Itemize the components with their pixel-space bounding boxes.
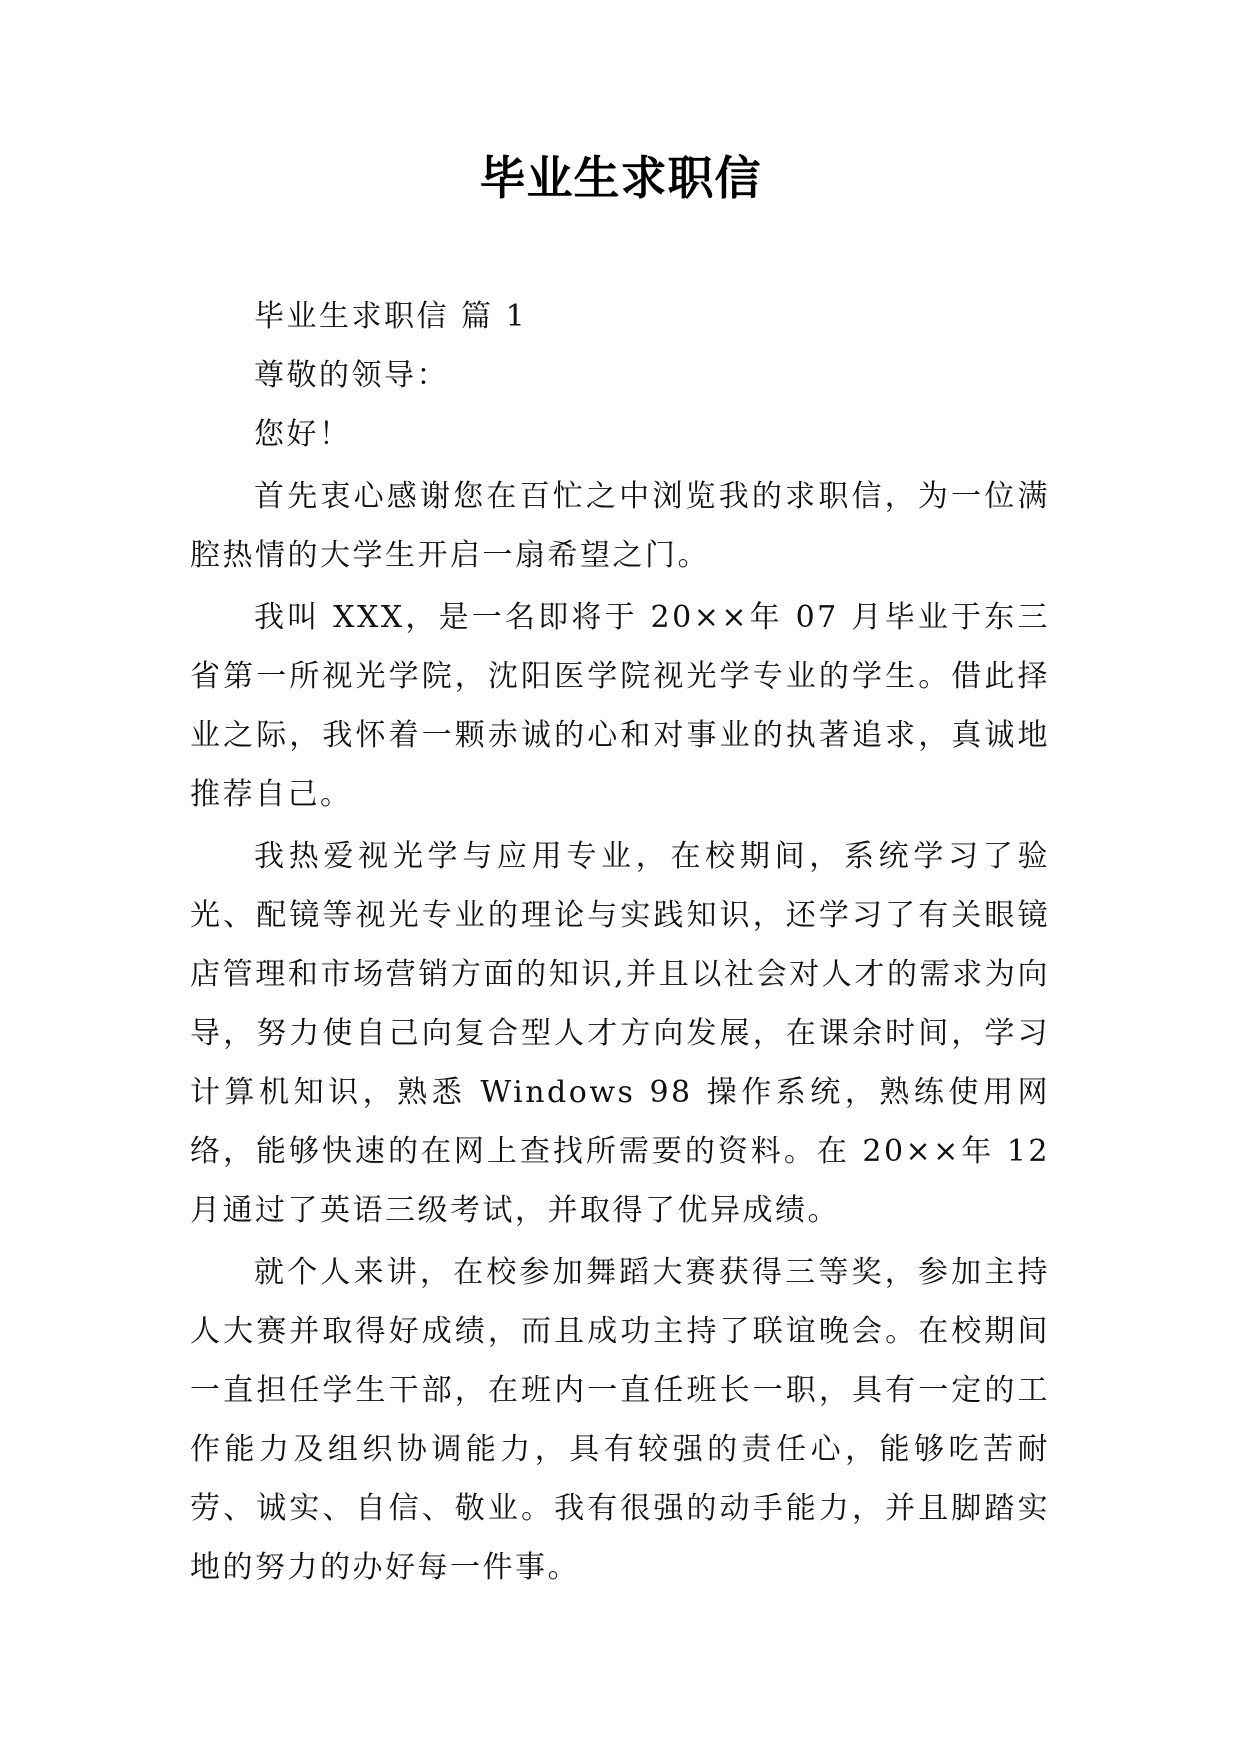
document-body xyxy=(190,287,1050,1600)
document-title: 毕业生求职信 xyxy=(479,151,762,205)
section-heading: 毕业生求职信 篇 1 xyxy=(254,299,528,334)
paragraph-education: 我热爱视光学与应用专业，在校期间，系统学习了验光、配镜等视光专业的理论与实践知识，还学习了有关眼镜店管理和市场营销方面的知识,并且以社会对人才的需求为向导，努力使自己向复合型人才方向发展，在课余时间，学习计算机知识，熟悉 Windows 98 操作系统，熟练使用网络，能够快速的在网上查找所需要的资料。在 20××年 12 月通过了英语三级考试，并取得了优异成绩。 xyxy=(190,839,1050,1228)
paragraph-self-introduction: 我叫 XXX，是一名即将于 20××年 07 月毕业于东三省第一所视光学院，沈阳医学院视光学专业的学生。借此择业之际，我怀着一颗赤诚的心和对事业的执著追求，真诚地推荐自己。 xyxy=(190,600,1050,812)
salutation: 尊敬的领导： xyxy=(254,358,449,393)
paragraph-intro: 首先衷心感谢您在百忙之中浏览我的求职信，为一位满腔热情的大学生开启一扇希望之门。 xyxy=(190,479,1050,573)
paragraph-activities: 就个人来讲，在校参加舞蹈大赛获得三等奖，参加主持人大赛并取得好成绩，而且成功主持了联谊晚会。在校期间一直担任学生干部，在班内一直任班长一职，具有一定的工作能力及组织协调能力，具有较强的责任心，能够吃苦耐劳、诚实、自信、敬业。我有很强的动手能力，并且脚踏实地的努力的办好每一件事。 xyxy=(190,1255,1050,1585)
greeting: 您好！ xyxy=(254,417,352,452)
